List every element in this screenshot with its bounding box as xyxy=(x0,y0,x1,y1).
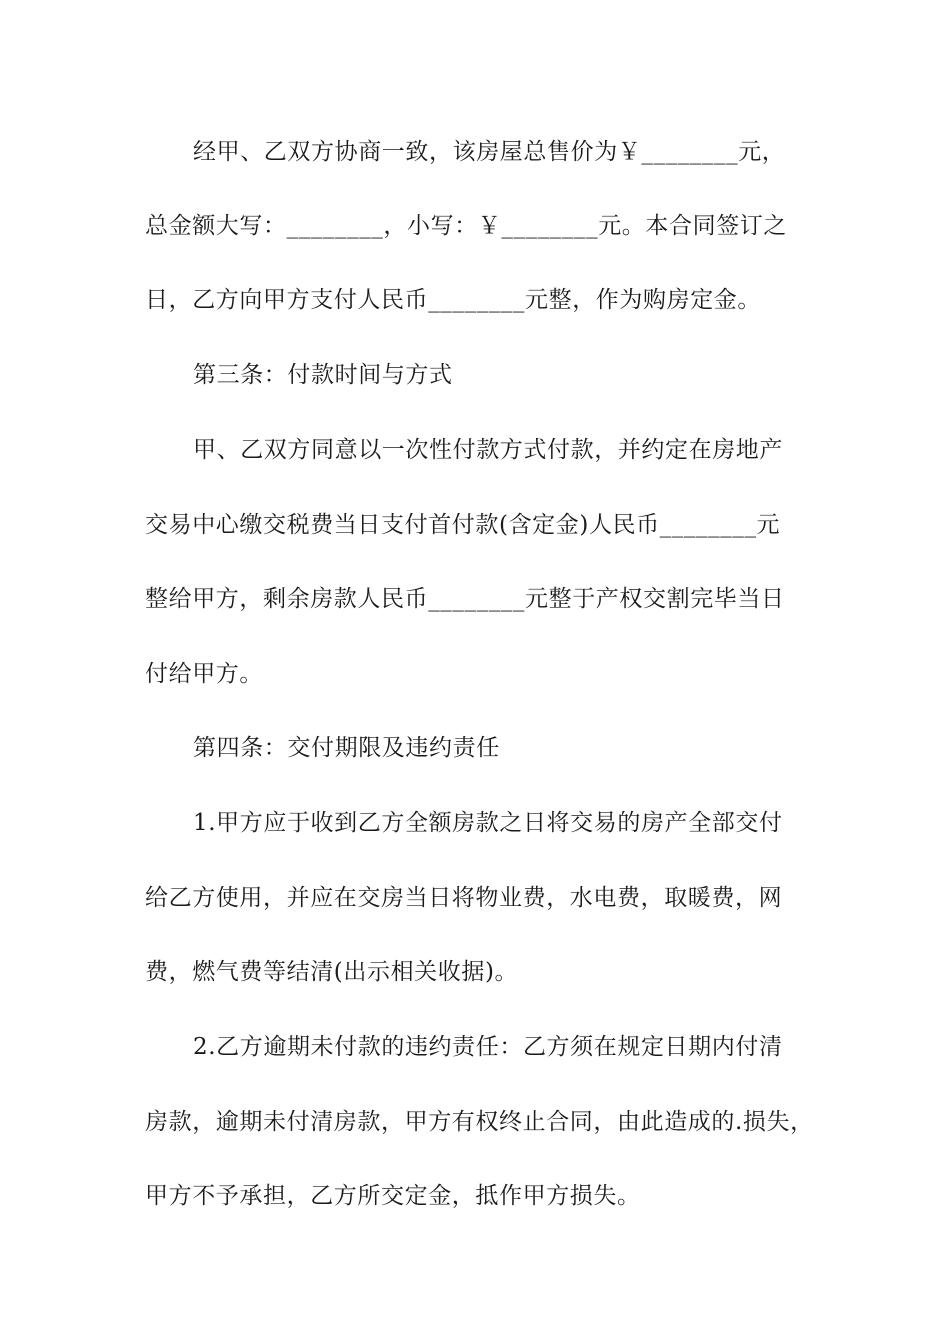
paragraph-payment-line-2: 交易中心缴交税费当日支付首付款(含定金)人民币________元 xyxy=(145,512,781,538)
paragraph-price-line-3: 日，乙方向甲方支付人民币________元整，作为购房定金。 xyxy=(145,287,761,313)
clause-two-line-2: 房款，逾期未付清房款，甲方有权终止合同，由此造成的.损失， xyxy=(145,1109,814,1135)
clause-one-line-3: 费，燃气费等结清(出示相关收据)。 xyxy=(145,959,519,985)
paragraph-price-line-2: 总金额大写：________，小写：￥________元。本合同签订之 xyxy=(145,213,787,239)
clause-one-line-1: 1.甲方应于收到乙方全额房款之日将交易的房产全部交付 xyxy=(193,810,783,836)
clause-two-line-1: 2.乙方逾期未付款的违约责任：乙方须在规定日期内付清 xyxy=(193,1034,783,1060)
paragraph-payment-line-1: 甲、乙双方同意以一次性付款方式付款，并约定在房地产 xyxy=(193,437,783,463)
paragraph-payment-line-4: 付给甲方。 xyxy=(145,661,263,687)
paragraph-payment-line-3: 整给甲方，剩余房款人民币________元整于产权交割完毕当日 xyxy=(145,586,785,612)
clause-one-line-2: 给乙方使用，并应在交房当日将物业费，水电费，取暖费，网 xyxy=(145,885,783,911)
clause-two-line-3: 甲方不予承担，乙方所交定金，抵作甲方损失。 xyxy=(145,1183,641,1209)
article-four-heading: 第四条：交付期限及违约责任 xyxy=(193,735,500,761)
article-three-heading: 第三条：付款时间与方式 xyxy=(193,362,453,388)
paragraph-price-line-1: 经甲、乙双方协商一致，该房屋总售价为￥________元， xyxy=(193,139,786,165)
